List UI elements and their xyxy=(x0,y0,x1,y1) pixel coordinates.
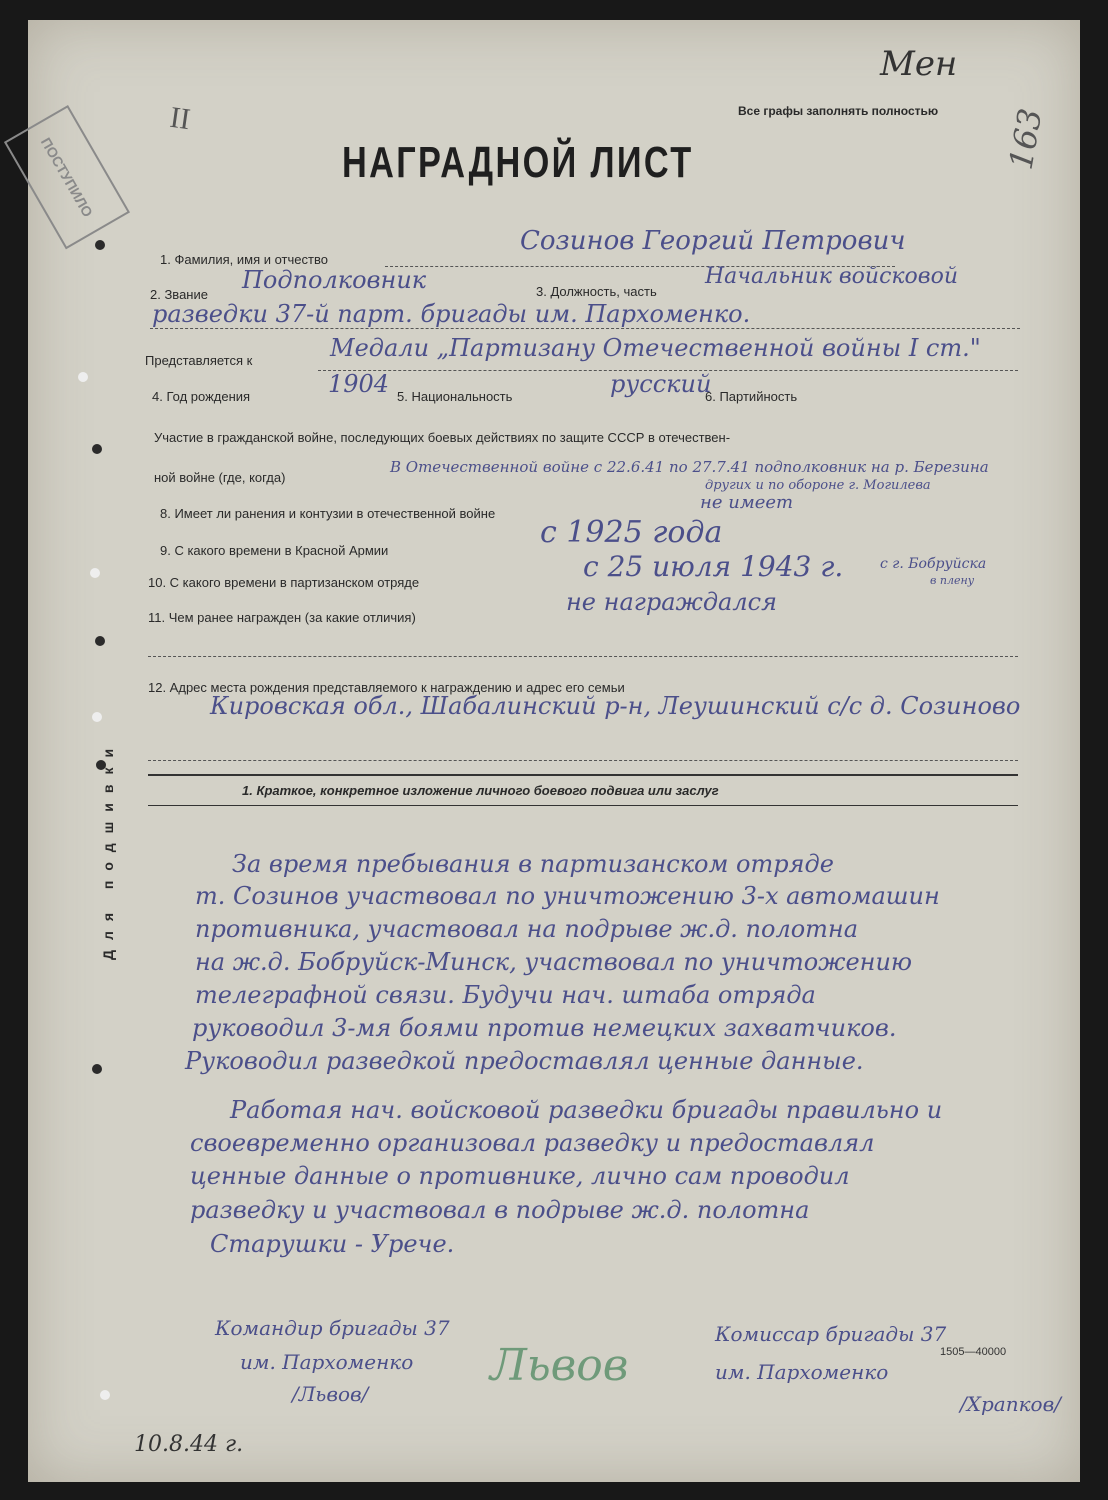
page-title: НАГРАДНОЙ ЛИСТ xyxy=(342,138,694,187)
field-7-value-cont: других и по обороне г. Могилева xyxy=(705,478,931,493)
punch-hole xyxy=(90,568,100,578)
document-date: 10.8.44 г. xyxy=(134,1432,244,1457)
punch-hole xyxy=(92,712,102,722)
section-divider xyxy=(148,774,1018,776)
narrative-line: руководил 3-мя боями против немецких захватчиков. xyxy=(192,1014,897,1042)
field-line xyxy=(148,656,1018,657)
section-divider xyxy=(148,805,1018,806)
corner-note: Мен xyxy=(880,44,958,84)
field-6-label: 6. Партийность xyxy=(705,389,798,404)
field-5-label: 5. Национальность xyxy=(397,389,513,404)
narrative-line: телеграфной связи. Будучи нач. штаба отряда xyxy=(195,981,816,1009)
punch-hole xyxy=(92,444,102,454)
green-signature: Львов xyxy=(490,1340,629,1391)
commissar-signature: Комиссар бригады 37 xyxy=(715,1322,947,1346)
punch-hole xyxy=(95,636,105,646)
punch-hole xyxy=(100,1390,110,1400)
field-12-value: Кировская обл., Шабалинский р-н, Леушинский с/с д. Созиново xyxy=(210,692,1021,720)
fill-notice: Все графы заполнять полностью xyxy=(738,104,939,118)
field-2-value: Подполковник xyxy=(242,266,427,294)
field-7-label-cont: ной войне (где, когда) xyxy=(154,470,286,485)
narrative-line: За время пребывания в партизанском отряде xyxy=(232,850,834,878)
commander-unit: им. Пархоменко xyxy=(240,1350,414,1374)
field-line xyxy=(148,760,1018,761)
corner-number: 163 xyxy=(1001,105,1050,173)
presented-value: Медали „Партизану Отечественной войны I ст." xyxy=(330,334,981,362)
field-8-label: 8. Имеет ли ранения и контузии в отечественной войне xyxy=(160,506,496,521)
received-stamp: ПОСТУПИЛО xyxy=(4,105,130,249)
section-title: 1. Краткое, конкретное изложение личного боевого подвига или заслуг xyxy=(242,783,719,798)
commander-signature: Командир бригады 37 xyxy=(215,1316,450,1340)
field-11-label: 11. Чем ранее награжден (за какие отличия) xyxy=(148,610,416,625)
field-5-value: русский xyxy=(610,370,712,398)
field-1-label: 1. Фамилия, имя и отчество xyxy=(160,252,328,267)
binding-label: Для подшивки xyxy=(100,738,116,960)
field-10-value: с 25 июля 1943 г. xyxy=(583,550,844,583)
field-9-label: 9. С какого времени в Красной Армии xyxy=(160,543,389,558)
roman-mark: II xyxy=(167,100,193,137)
field-3-label: 3. Должность, часть xyxy=(536,284,657,299)
narrative-line: своевременно организовал разведку и предоставлял xyxy=(190,1129,875,1157)
commissar-unit: им. Пархоменко xyxy=(715,1360,889,1384)
commissar-name: /Храпков/ xyxy=(960,1392,1061,1416)
field-7-value: В Отечественной войне с 22.6.41 по 27.7.41 подполковник на р. Березина xyxy=(390,458,989,476)
field-12-label: 12. Адрес места рождения представляемого к награждению и адрес его семьи xyxy=(148,680,625,695)
field-3-value: Начальник войсковой xyxy=(705,264,959,289)
field-8-value: не имеет xyxy=(700,492,794,513)
field-4-value: 1904 xyxy=(328,370,390,398)
narrative-line: т. Созинов участвовал по уничтожению 3-х автомашин xyxy=(195,882,940,910)
field-1-value: Созинов Георгий Петрович xyxy=(520,226,906,256)
punch-hole xyxy=(92,1064,102,1074)
narrative-line: разведку и участвовал в подрыве ж.д. полотна xyxy=(190,1196,810,1224)
field-3-value-cont: разведки 37-й парт. бригады им. Пархоменко. xyxy=(152,300,751,328)
narrative-line: Старушки - Урече. xyxy=(210,1230,455,1258)
narrative-line: Руководил разведкой предоставлял ценные данные. xyxy=(185,1047,864,1075)
field-4-label: 4. Год рождения xyxy=(152,389,251,404)
narrative-line: Работая нач. войсковой разведки бригады правильно и xyxy=(230,1096,943,1124)
narrative-line: на ж.д. Бобруйск-Минск, участвовал по уничтожению xyxy=(195,948,913,976)
narrative-line: ценные данные о противнике, лично сам проводил xyxy=(190,1162,850,1190)
field-9-value: с 1925 года xyxy=(540,515,723,550)
field-2-label: 2. Звание xyxy=(150,287,208,302)
field-11-value: не награждался xyxy=(566,588,777,616)
field-7-label: Участие в гражданской войне, последующих боевых действиях по защите СССР в отечествен- xyxy=(154,430,731,445)
field-10-value-note: в плену xyxy=(930,574,975,587)
commander-name: /Львов/ xyxy=(292,1382,369,1406)
punch-hole xyxy=(95,240,105,250)
narrative-line: противника, участвовал на подрыве ж.д. полотна xyxy=(195,915,859,943)
punch-hole xyxy=(78,372,88,382)
presented-label: Представляется к xyxy=(145,353,253,368)
field-line xyxy=(150,328,1020,329)
field-10-label: 10. С какого времени в партизанском отряде xyxy=(148,575,420,590)
field-10-value-cont: с г. Бобруйска xyxy=(880,556,987,572)
print-code: 1505—40000 xyxy=(940,1346,1007,1358)
